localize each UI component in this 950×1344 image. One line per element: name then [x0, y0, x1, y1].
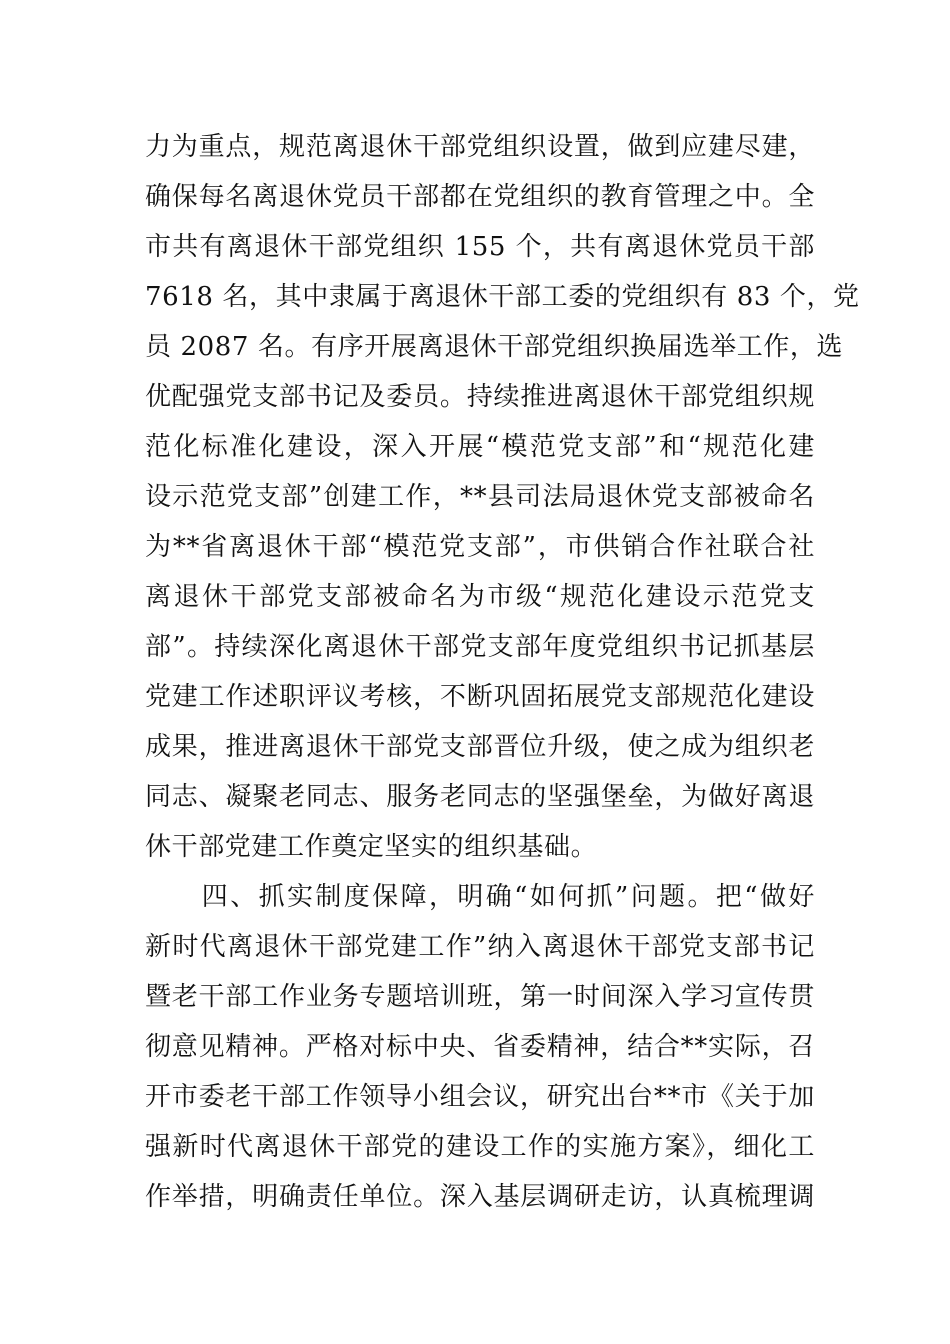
text-line: 离退休干部党支部被命名为市级“规范化建设示范党支	[145, 582, 815, 612]
text-line: 党建工作述职评议考核，不断巩固拓展党支部规范化建设	[145, 682, 815, 712]
text-line: 设示范党支部”创建工作，**县司法局退休党支部被命名	[145, 482, 815, 512]
text-line: 为**省离退休干部“模范党支部”，市供销合作社联合社	[145, 532, 815, 562]
text-line: 新时代离退休干部党建工作”纳入离退休干部党支部书记	[145, 932, 815, 962]
section-heading-line: 四、抓实制度保障，明确“如何抓”问题。把“做好	[145, 882, 815, 912]
text-line: 确保每名离退休党员干部都在党组织的教育管理之中。全	[145, 182, 815, 212]
text-line: 优配强党支部书记及委员。持续推进离退休干部党组织规	[145, 382, 815, 412]
text-line: 范化标准化建设，深入开展“模范党支部”和“规范化建	[145, 432, 815, 462]
text-line: 部”。持续深化离退休干部党支部年度党组织书记抓基层	[145, 632, 815, 662]
text-line: 同志、凝聚老同志、服务老同志的坚强堡垒，为做好离退	[145, 782, 815, 812]
text-line: 暨老干部工作业务专题培训班，第一时间深入学习宣传贯	[145, 982, 815, 1012]
text-line: 市共有离退休干部党组织 155 个，共有离退休党员干部	[145, 232, 815, 262]
text-line: 力为重点，规范离退休干部党组织设置，做到应建尽建，	[145, 132, 815, 162]
text-line: 开市委老干部工作领导小组会议，研究出台**市《关于加	[145, 1082, 815, 1112]
text-line: 休干部党建工作奠定坚实的组织基础。	[145, 832, 598, 862]
text-line: 强新时代离退休干部党的建设工作的实施方案》，细化工	[145, 1132, 815, 1162]
body-text	[145, 122, 860, 1222]
text-line: 7618 名，其中隶属于离退休干部工委的党组织有 83 个，党	[145, 282, 860, 312]
text-line: 彻意见精神。严格对标中央、省委精神，结合**实际，召	[145, 1032, 815, 1062]
text-line: 成果，推进离退休干部党支部晋位升级，使之成为组织老	[145, 732, 815, 762]
text-line: 员 2087 名。有序开展离退休干部党组织换届选举工作，选	[145, 332, 844, 362]
text-line: 作举措，明确责任单位。深入基层调研走访，认真梳理调	[145, 1182, 815, 1212]
